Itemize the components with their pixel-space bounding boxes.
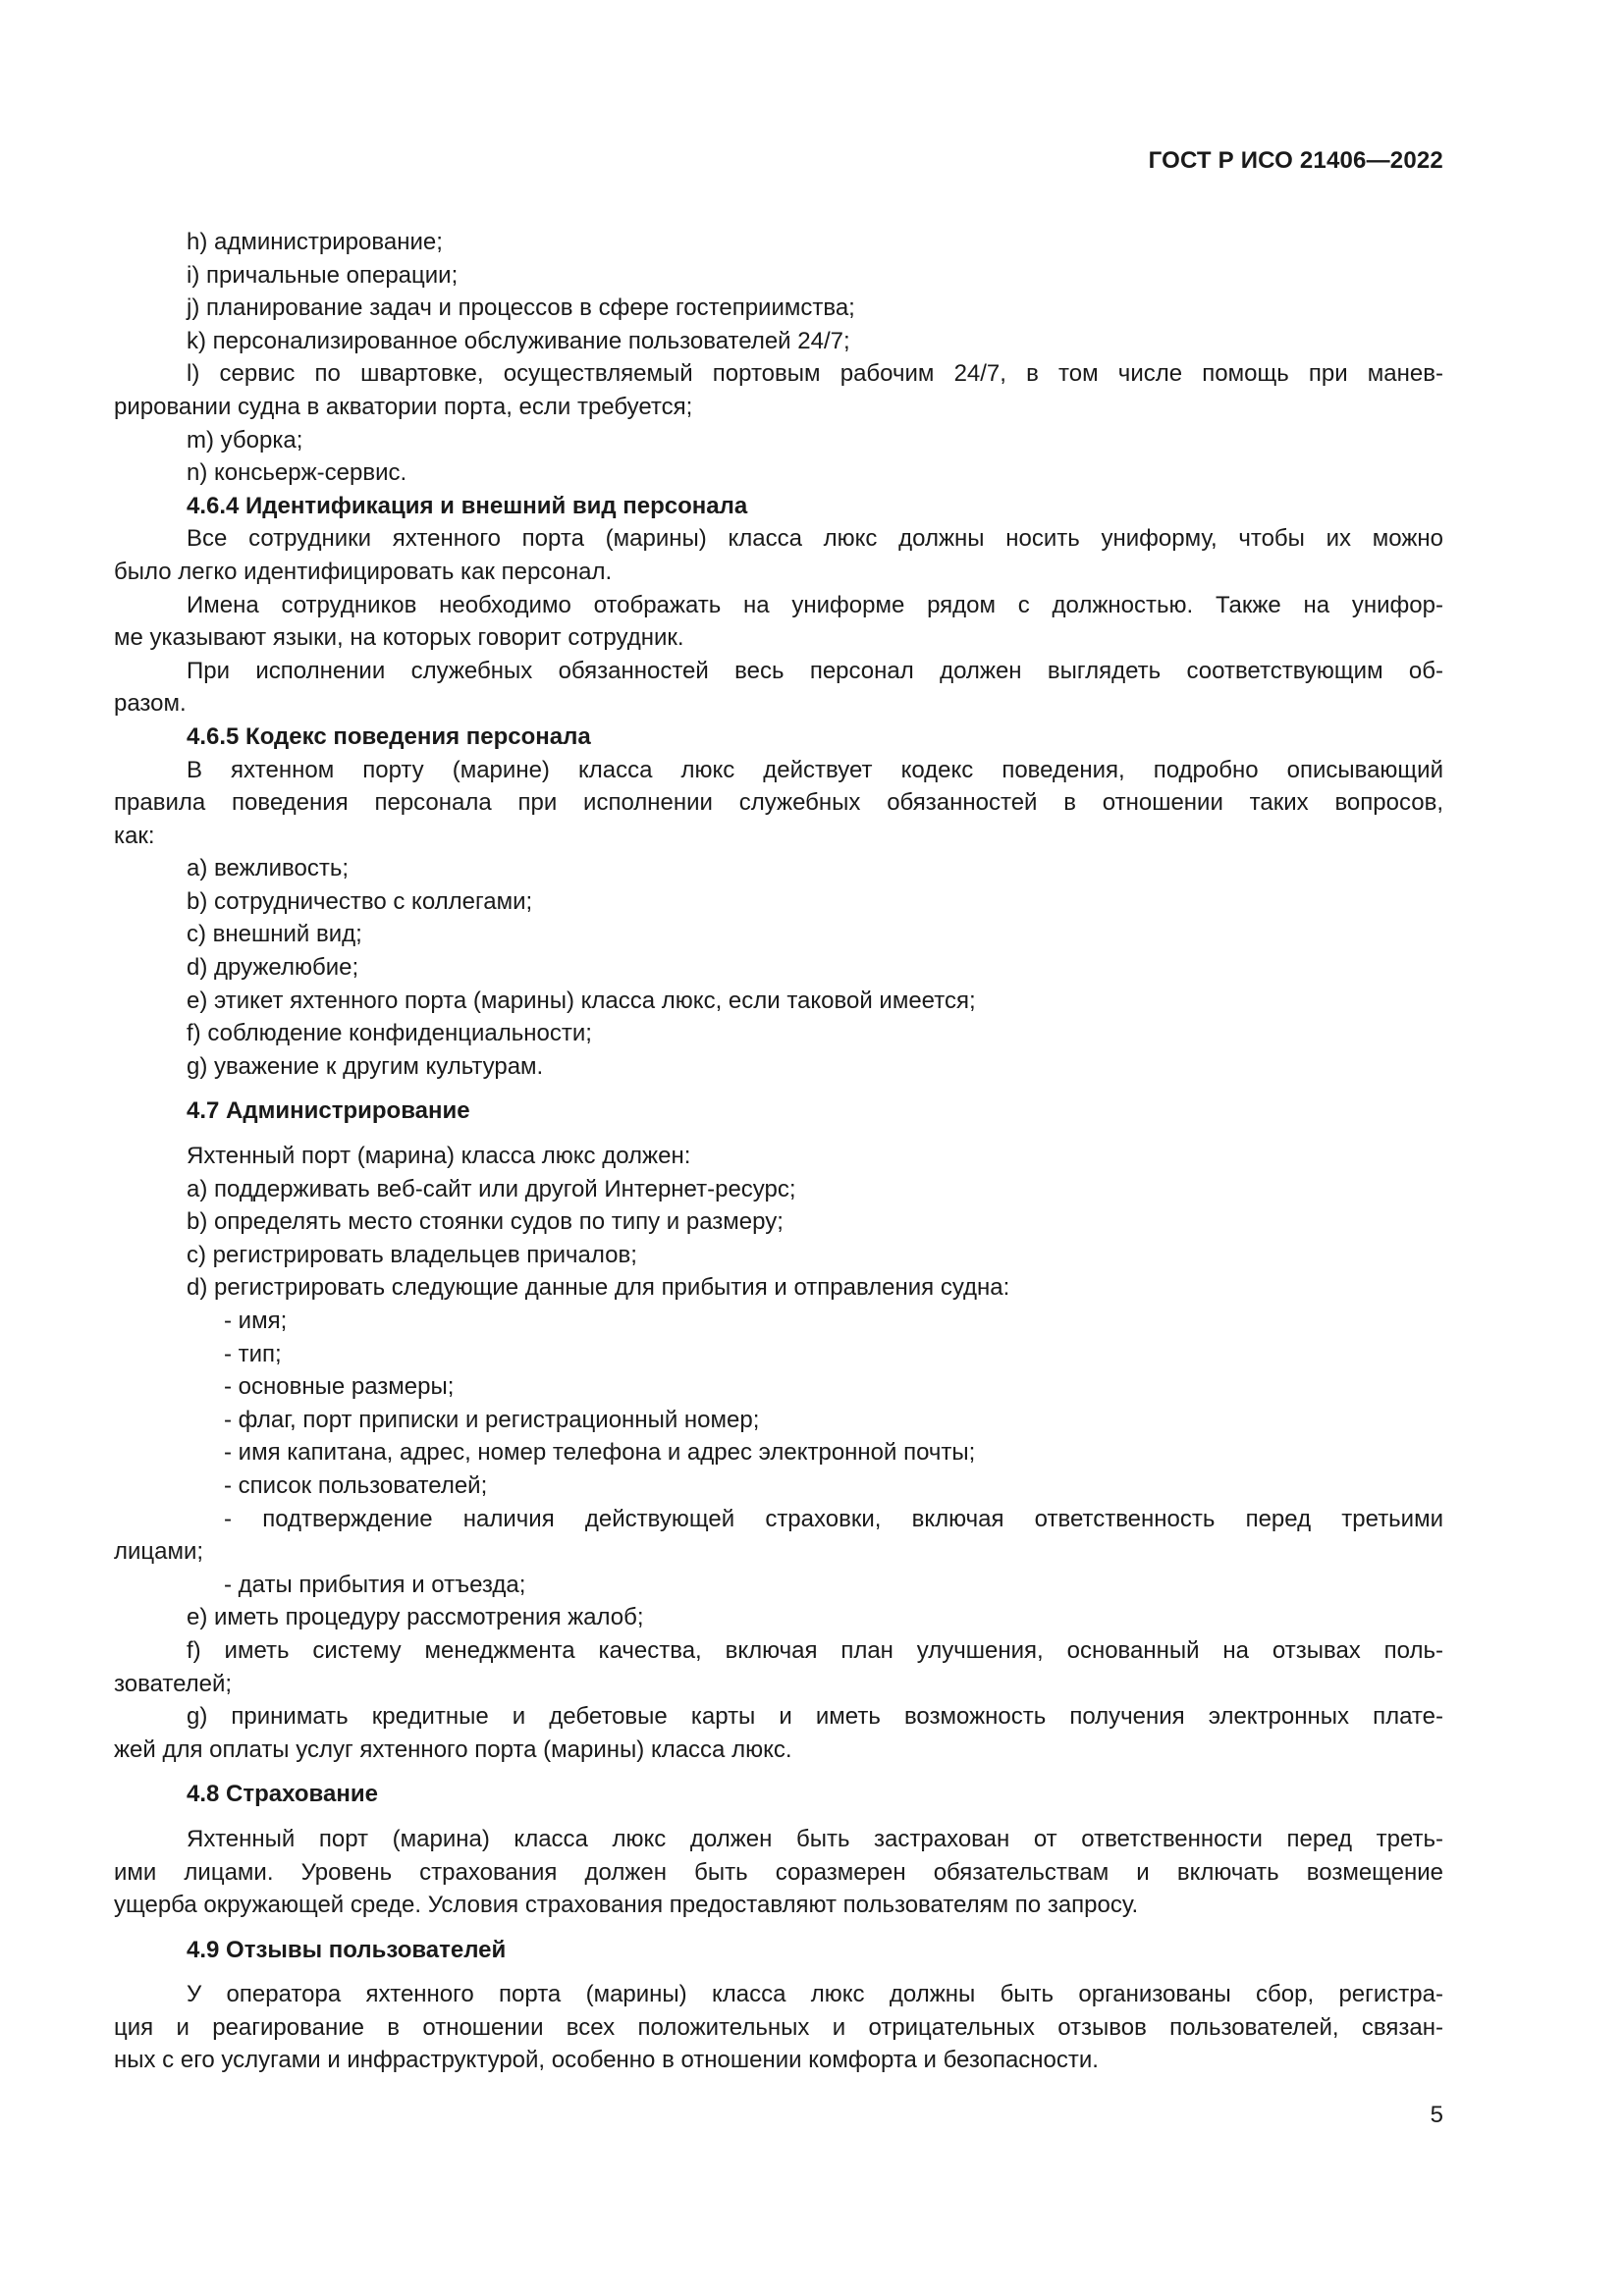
dash-item: - имя капитана, адрес, номер телефона и адрес электронной почты; bbox=[224, 1439, 976, 1467]
list-item: j) планирование задач и процессов в сфере гостеприимства; bbox=[187, 294, 855, 322]
paragraph-line: было легко идентифицировать как персонал. bbox=[114, 558, 613, 585]
paragraph-line: Яхтенный порт (марина) класса люкс должен: bbox=[187, 1143, 691, 1170]
list-item-l-line2: рировании судна в акватории порта, если требуется; bbox=[114, 393, 693, 420]
list-item: c) внешний вид; bbox=[187, 921, 362, 948]
list-item: n) консьерж-сервис. bbox=[187, 459, 407, 487]
list-item: d) регистрировать следующие данные для прибытия и отправления судна: bbox=[187, 1274, 1010, 1302]
paragraph-line: Яхтенный порт (марина) класса люкс должен быть застрахован от ответственности перед треть- bbox=[187, 1825, 1443, 1852]
section-heading-4-7: 4.7 Администрирование bbox=[187, 1097, 470, 1125]
list-item: d) дружелюбие; bbox=[187, 954, 359, 982]
list-item: f) иметь систему менеджмента качества, включая план улучшения, основанный на отзывах поль- bbox=[187, 1636, 1443, 1664]
list-item-l-line1: l) сервис по швартовке, осуществляемый портовым рабочим 24/7, в том числе помощь при манев- bbox=[187, 360, 1443, 388]
paragraph-line: ция и реагирование в отношении всех положительных и отрицательных отзывов пользователей, связан- bbox=[114, 2013, 1443, 2041]
list-item: b) сотрудничество с коллегами; bbox=[187, 887, 533, 915]
paragraph-line: разом. bbox=[114, 690, 187, 718]
dash-item: - флаг, порт приписки и регистрационный номер; bbox=[224, 1406, 760, 1433]
section-heading-4-6-5: 4.6.5 Кодекс поведения персонала bbox=[187, 722, 591, 750]
list-item: a) вежливость; bbox=[187, 855, 350, 882]
dash-item: - имя; bbox=[224, 1308, 288, 1334]
list-item: c) регистрировать владельцев причалов; bbox=[187, 1241, 637, 1268]
list-item: g) принимать кредитные и дебетовые карты и иметь возможность получения электронных плате- bbox=[187, 1703, 1443, 1731]
list-item: m) уборка; bbox=[187, 426, 303, 454]
dash-item: - тип; bbox=[224, 1340, 282, 1367]
list-item-continuation: зователей; bbox=[114, 1670, 233, 1697]
list-item: h) администрирование; bbox=[187, 229, 443, 255]
paragraph-line: При исполнении служебных обязанностей весь персонал должен выглядеть соответствующим об- bbox=[187, 657, 1443, 684]
list-item: e) этикет яхтенного порта (марины) класса люкс, если таковой имеется; bbox=[187, 987, 976, 1014]
paragraph-line: ных с его услугами и инфраструктурой, особенно в отношении комфорта и безопасности. bbox=[114, 2047, 1099, 2074]
paragraph-line: ущерба окружающей среде. Условия страхования предоставляют пользователям по запросу. bbox=[114, 1892, 1139, 1919]
list-item: i) причальные операции; bbox=[187, 261, 459, 289]
standard-designation: ГОСТ Р ИСО 21406—2022 bbox=[1148, 147, 1443, 174]
paragraph-line: ме указывают языки, на которых говорит сотрудник. bbox=[114, 624, 684, 652]
dash-item: - даты прибытия и отъезда; bbox=[224, 1571, 526, 1598]
section-heading-4-9: 4.9 Отзывы пользователей bbox=[187, 1936, 507, 1963]
dash-item-continuation: лицами; bbox=[114, 1538, 204, 1566]
paragraph-line: Все сотрудники яхтенного порта (марины) класса люкс должны носить униформу, чтобы их можно bbox=[187, 525, 1443, 553]
section-heading-4-6-4: 4.6.4 Идентификация и внешний вид персонала bbox=[187, 492, 748, 519]
dash-item: - подтверждение наличия действующей страховки, включая ответственность перед третьими bbox=[224, 1505, 1443, 1532]
list-item: g) уважение к другим культурам. bbox=[187, 1052, 544, 1080]
list-item: a) поддерживать веб-сайт или другой Интернет-ресурс; bbox=[187, 1175, 796, 1202]
list-item: b) определять место стоянки судов по типу и размеру; bbox=[187, 1208, 784, 1236]
paragraph-line: Имена сотрудников необходимо отображать на униформе рядом с должностью. Также на унифор- bbox=[187, 591, 1443, 618]
paragraph-line: правила поведения персонала при исполнении служебных обязанностей в отношении таких вопросов, bbox=[114, 789, 1443, 817]
document-body bbox=[114, 226, 1443, 2077]
paragraph-line: как: bbox=[114, 822, 155, 849]
list-item: k) персонализированное обслуживание пользователей 24/7; bbox=[187, 327, 850, 354]
dash-item: - список пользователей; bbox=[224, 1471, 488, 1499]
paragraph-line: ими лицами. Уровень страхования должен быть соразмерен обязательствам и включать возмещение bbox=[114, 1858, 1443, 1886]
section-heading-4-8: 4.8 Страхование bbox=[187, 1781, 378, 1808]
list-item-continuation: жей для оплаты услуг яхтенного порта (марины) класса люкс. bbox=[114, 1735, 792, 1763]
paragraph-line: В яхтенном порту (марине) класса люкс действует кодекс поведения, подробно описывающий bbox=[187, 756, 1443, 783]
list-item: f) соблюдение конфиденциальности; bbox=[187, 1020, 592, 1047]
dash-item: - основные размеры; bbox=[224, 1373, 455, 1401]
list-item: e) иметь процедуру рассмотрения жалоб; bbox=[187, 1604, 644, 1631]
paragraph-line: У оператора яхтенного порта (марины) класса люкс должны быть организованы сбор, регистра- bbox=[187, 1981, 1443, 2008]
page-number: 5 bbox=[1430, 2102, 1443, 2128]
